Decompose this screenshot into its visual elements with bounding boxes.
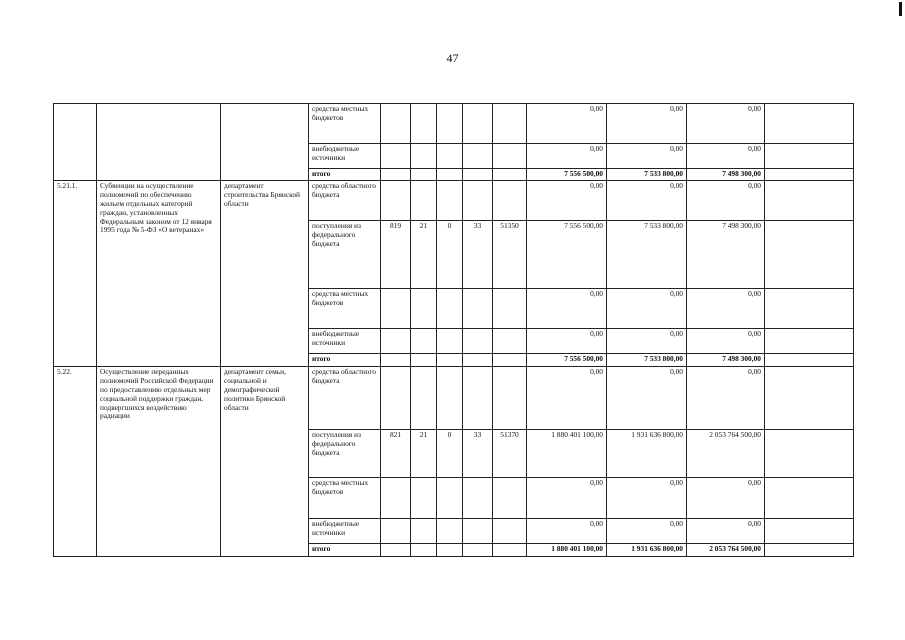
program-code-cell: [411, 289, 437, 329]
activity-code-cell: [463, 289, 493, 329]
amount-cell-y2: 0,00: [607, 144, 687, 169]
amount-cell-y2: 0,00: [607, 181, 687, 221]
direction-code-cell: 51370: [493, 430, 527, 478]
activity-code-cell: 33: [463, 221, 493, 289]
program-code-cell: [411, 519, 437, 544]
program-code-cell: [411, 329, 437, 354]
table-row: [54, 104, 854, 144]
amount-cell-y1: 0,00: [527, 289, 607, 329]
item-number: 5.22.: [54, 367, 97, 557]
subprogram-code-cell: [437, 144, 463, 169]
subprogram-code-cell: 0: [437, 221, 463, 289]
direction-code-cell: [493, 289, 527, 329]
amount-cell-y2: 7 533 800,00: [607, 169, 687, 181]
direction-code-cell: [493, 478, 527, 519]
subprogram-code-cell: [437, 354, 463, 367]
program-code-cell: [411, 544, 437, 557]
direction-code-cell: [493, 544, 527, 557]
gov-code-cell: [381, 169, 411, 181]
activity-code-cell: [463, 144, 493, 169]
note-cell: [765, 181, 854, 221]
amount-cell-y2: 0,00: [607, 104, 687, 144]
direction-code-cell: [493, 144, 527, 169]
note-cell: [765, 169, 854, 181]
note-cell: [765, 329, 854, 354]
activity-code-cell: [463, 544, 493, 557]
funding-source-cell: средства областного бюджета: [309, 367, 381, 430]
amount-cell-y1: 1 880 401 100,00: [527, 430, 607, 478]
amount-cell-y3: 7 498 300,00: [687, 221, 765, 289]
amount-cell-y3: 2 053 764 500,00: [687, 430, 765, 478]
amount-cell-y1: 0,00: [527, 329, 607, 354]
gov-code-cell: 819: [381, 221, 411, 289]
note-cell: [765, 478, 854, 519]
note-cell: [765, 519, 854, 544]
amount-cell-y1: 0,00: [527, 144, 607, 169]
funding-source-cell: внебюджетные источники: [309, 519, 381, 544]
direction-code-cell: [493, 519, 527, 544]
program-code-cell: [411, 169, 437, 181]
amount-cell-y3: 0,00: [687, 181, 765, 221]
funding-source-cell: поступления из федерального бюджета: [309, 221, 381, 289]
amount-cell-y3: 0,00: [687, 367, 765, 430]
amount-cell-y3: 0,00: [687, 329, 765, 354]
amount-cell-y3: 7 498 300,00: [687, 354, 765, 367]
gov-code-cell: [381, 329, 411, 354]
amount-cell-y2: 0,00: [607, 519, 687, 544]
gov-code-cell: 821: [381, 430, 411, 478]
subprogram-code-cell: [437, 169, 463, 181]
direction-code-cell: [493, 354, 527, 367]
program-code-cell: [411, 367, 437, 430]
item-name-cell: [97, 104, 221, 181]
note-cell: [765, 144, 854, 169]
item-executor: департамент строительства Брянской области: [221, 181, 309, 367]
item-name: Осуществление переданных полномочий Российской Федерации по предоставлению отдельных мер социальной поддержки граждан, подвергшихся воздействию радиации: [97, 367, 221, 557]
funding-source-cell: внебюджетные источники: [309, 144, 381, 169]
amount-cell-y1: 0,00: [527, 104, 607, 144]
program-code-cell: [411, 144, 437, 169]
funding-source-cell: внебюджетные источники: [309, 329, 381, 354]
direction-code-cell: [493, 329, 527, 354]
executor-cell: [221, 104, 309, 181]
activity-code-cell: [463, 104, 493, 144]
program-code-cell: [411, 104, 437, 144]
amount-cell-y3: 0,00: [687, 519, 765, 544]
amount-cell-y1: 0,00: [527, 181, 607, 221]
amount-cell-y3: 0,00: [687, 289, 765, 329]
gov-code-cell: [381, 367, 411, 430]
direction-code-cell: [493, 169, 527, 181]
direction-code-cell: [493, 104, 527, 144]
funding-source-cell: средства местных бюджетов: [309, 104, 381, 144]
gov-code-cell: [381, 181, 411, 221]
activity-code-cell: [463, 367, 493, 430]
amount-cell-y2: 1 931 636 800,00: [607, 430, 687, 478]
amount-cell-y2: 7 533 800,00: [607, 354, 687, 367]
total-label: итого: [309, 354, 381, 367]
scan-edge-mark: [899, 2, 902, 16]
gov-code-cell: [381, 104, 411, 144]
amount-cell-y1: 7 556 500,00: [527, 354, 607, 367]
note-cell: [765, 544, 854, 557]
activity-code-cell: [463, 354, 493, 367]
subprogram-code-cell: [437, 519, 463, 544]
amount-cell-y1: 0,00: [527, 519, 607, 544]
gov-code-cell: [381, 354, 411, 367]
amount-cell-y1: 1 880 401 100,00: [527, 544, 607, 557]
subprogram-code-cell: [437, 289, 463, 329]
amount-cell-y1: 0,00: [527, 478, 607, 519]
total-label: итого: [309, 169, 381, 181]
page-number: 47: [446, 51, 459, 65]
note-cell: [765, 221, 854, 289]
note-cell: [765, 367, 854, 430]
activity-code-cell: [463, 478, 493, 519]
subprogram-code-cell: [437, 478, 463, 519]
direction-code-cell: 51350: [493, 221, 527, 289]
program-code-cell: [411, 478, 437, 519]
amount-cell-y2: 0,00: [607, 329, 687, 354]
table-row: [54, 367, 854, 430]
amount-cell-y2: 0,00: [607, 289, 687, 329]
amount-cell-y2: 7 533 800,00: [607, 221, 687, 289]
funding-source-cell: поступления из федерального бюджета: [309, 430, 381, 478]
direction-code-cell: [493, 367, 527, 430]
amount-cell-y2: 1 931 636 800,00: [607, 544, 687, 557]
amount-cell-y1: 7 556 500,00: [527, 221, 607, 289]
note-cell: [765, 354, 854, 367]
note-cell: [765, 104, 854, 144]
table-row: [54, 181, 854, 221]
subprogram-code-cell: [437, 329, 463, 354]
amount-cell-y2: 0,00: [607, 367, 687, 430]
item-number: 5.21.1.: [54, 181, 97, 367]
program-code-cell: 21: [411, 430, 437, 478]
subprogram-code-cell: 0: [437, 430, 463, 478]
item-number-cell: [54, 104, 97, 181]
amount-cell-y1: 7 556 500,00: [527, 169, 607, 181]
funding-source-cell: средства местных бюджетов: [309, 289, 381, 329]
program-code-cell: 21: [411, 221, 437, 289]
activity-code-cell: [463, 519, 493, 544]
amount-cell-y2: 0,00: [607, 478, 687, 519]
activity-code-cell: 33: [463, 430, 493, 478]
activity-code-cell: [463, 169, 493, 181]
activity-code-cell: [463, 181, 493, 221]
funding-source-cell: средства областного бюджета: [309, 181, 381, 221]
subprogram-code-cell: [437, 181, 463, 221]
gov-code-cell: [381, 478, 411, 519]
direction-code-cell: [493, 181, 527, 221]
gov-code-cell: [381, 289, 411, 329]
activity-code-cell: [463, 329, 493, 354]
amount-cell-y3: 7 498 300,00: [687, 169, 765, 181]
subprogram-code-cell: [437, 544, 463, 557]
program-code-cell: [411, 181, 437, 221]
gov-code-cell: [381, 544, 411, 557]
gov-code-cell: [381, 519, 411, 544]
program-code-cell: [411, 354, 437, 367]
total-label: итого: [309, 544, 381, 557]
gov-code-cell: [381, 144, 411, 169]
subprogram-code-cell: [437, 104, 463, 144]
item-name: Субвенции на осуществление полномочий по обеспечению жильем отдельных категорий граждан, установленных Федеральным законом от 12 января 1995 года № 5-ФЗ «О ветеранах»: [97, 181, 221, 367]
budget-table: [53, 103, 854, 557]
amount-cell-y1: 0,00: [527, 367, 607, 430]
note-cell: [765, 430, 854, 478]
subprogram-code-cell: [437, 367, 463, 430]
amount-cell-y3: 2 053 764 500,00: [687, 544, 765, 557]
funding-source-cell: средства местных бюджетов: [309, 478, 381, 519]
note-cell: [765, 289, 854, 329]
amount-cell-y3: 0,00: [687, 478, 765, 519]
amount-cell-y3: 0,00: [687, 104, 765, 144]
item-executor: департамент семьи, социальной и демографической политики Брянской области: [221, 367, 309, 557]
amount-cell-y3: 0,00: [687, 144, 765, 169]
